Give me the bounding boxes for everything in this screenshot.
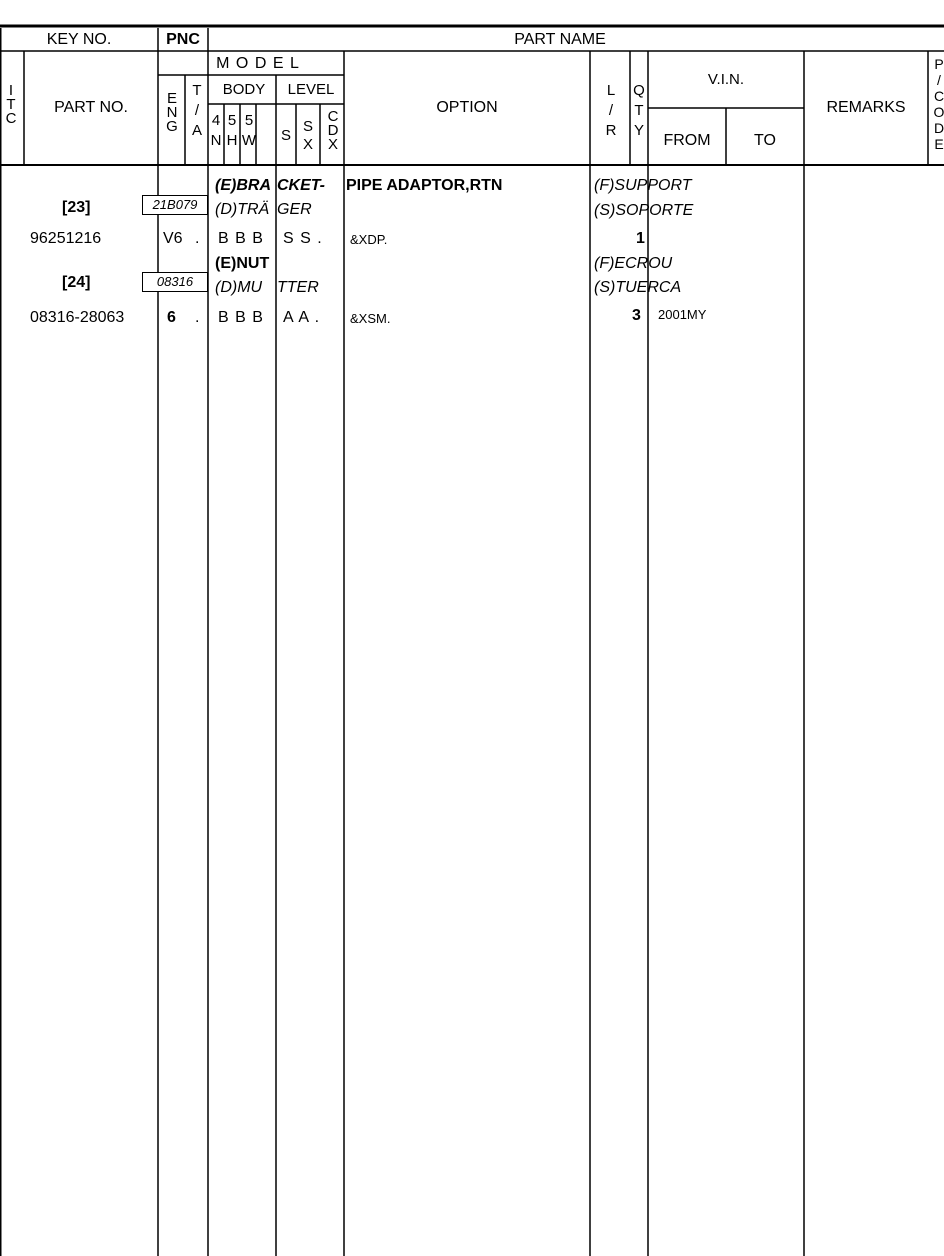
item-23-name-f: (F)SUPPORT xyxy=(594,177,692,194)
item-24-option: &XSM. xyxy=(350,311,391,326)
item-24-name-s: (S)TUERCA xyxy=(594,279,682,296)
item-24-name-f: (F)ECROU xyxy=(594,255,673,272)
item-24-name-d-b: TTER xyxy=(277,279,319,296)
lr-header: L / R xyxy=(605,82,617,139)
body-4n-header: 4 N xyxy=(210,112,222,149)
item-23-name-e-a: (E)BRA xyxy=(215,177,271,194)
item-24-pnc-box: 08316 xyxy=(142,272,208,292)
item-23-body: B B B xyxy=(218,230,264,247)
item-23-option: &XDP. xyxy=(350,232,388,247)
level-s-header: S xyxy=(280,127,292,144)
item-23-part-no: 96251216 xyxy=(30,230,102,247)
item-24-eng: 6 xyxy=(167,309,176,326)
item-23-name-d-b: GER xyxy=(277,201,312,218)
vin-header: V.I.N. xyxy=(707,71,745,88)
option-header: OPTION xyxy=(436,99,498,116)
eng-header: E N G xyxy=(166,90,178,135)
item-24-name-e: (E)NUT xyxy=(215,255,270,272)
item-24-vin-from: 2001MY xyxy=(658,307,707,322)
key-no-header: KEY NO. xyxy=(46,31,112,48)
item-23-ta: . xyxy=(195,230,200,247)
item-24-level: A A . xyxy=(283,309,321,326)
item-23-eng: V6 xyxy=(163,230,183,247)
level-cdx-header: C D X xyxy=(327,108,339,153)
level-header: LEVEL xyxy=(287,81,335,98)
item-23-name-d-a: (D)TRÄ xyxy=(215,201,270,218)
level-sx-header: S X xyxy=(302,118,313,153)
itc-header: I T C xyxy=(5,82,17,127)
body-header: BODY xyxy=(222,81,266,98)
item-24-name-d-a: (D)MU xyxy=(215,279,263,296)
item-24-part-no: 08316-28063 xyxy=(30,309,125,326)
model-header: M O D E L xyxy=(216,55,300,72)
item-24-body: B B B xyxy=(218,309,264,326)
ta-header: T / A xyxy=(191,82,202,139)
item-23-level: S S . xyxy=(283,230,323,247)
vin-to-header: TO xyxy=(754,132,776,149)
item-24-key: [24] xyxy=(62,274,91,291)
qty-header: Q T Y xyxy=(633,82,645,139)
item-23-name-e-c: PIPE ADAPTOR,RTN xyxy=(346,177,503,194)
body-5w-header: 5 W xyxy=(241,112,257,149)
item-24-ta: . xyxy=(195,309,200,326)
pnc-header: PNC xyxy=(166,31,200,48)
item-23-name-s: (S)SOPORTE xyxy=(594,202,694,219)
body-5h-header: 5 H xyxy=(226,112,238,149)
item-23-qty: 1 xyxy=(636,230,645,247)
part-no-header: PART NO. xyxy=(54,99,128,116)
item-23-key: [23] xyxy=(62,199,91,216)
item-23-name-e-b: CKET- xyxy=(277,177,325,194)
part-name-header: PART NAME xyxy=(514,31,606,48)
item-23-pnc-box: 21B079 xyxy=(142,195,208,215)
remarks-header: REMARKS xyxy=(826,99,906,116)
pcode-header: P / C O D E xyxy=(933,56,944,152)
vin-from-header: FROM xyxy=(663,132,711,149)
item-24-qty: 3 xyxy=(632,307,641,324)
